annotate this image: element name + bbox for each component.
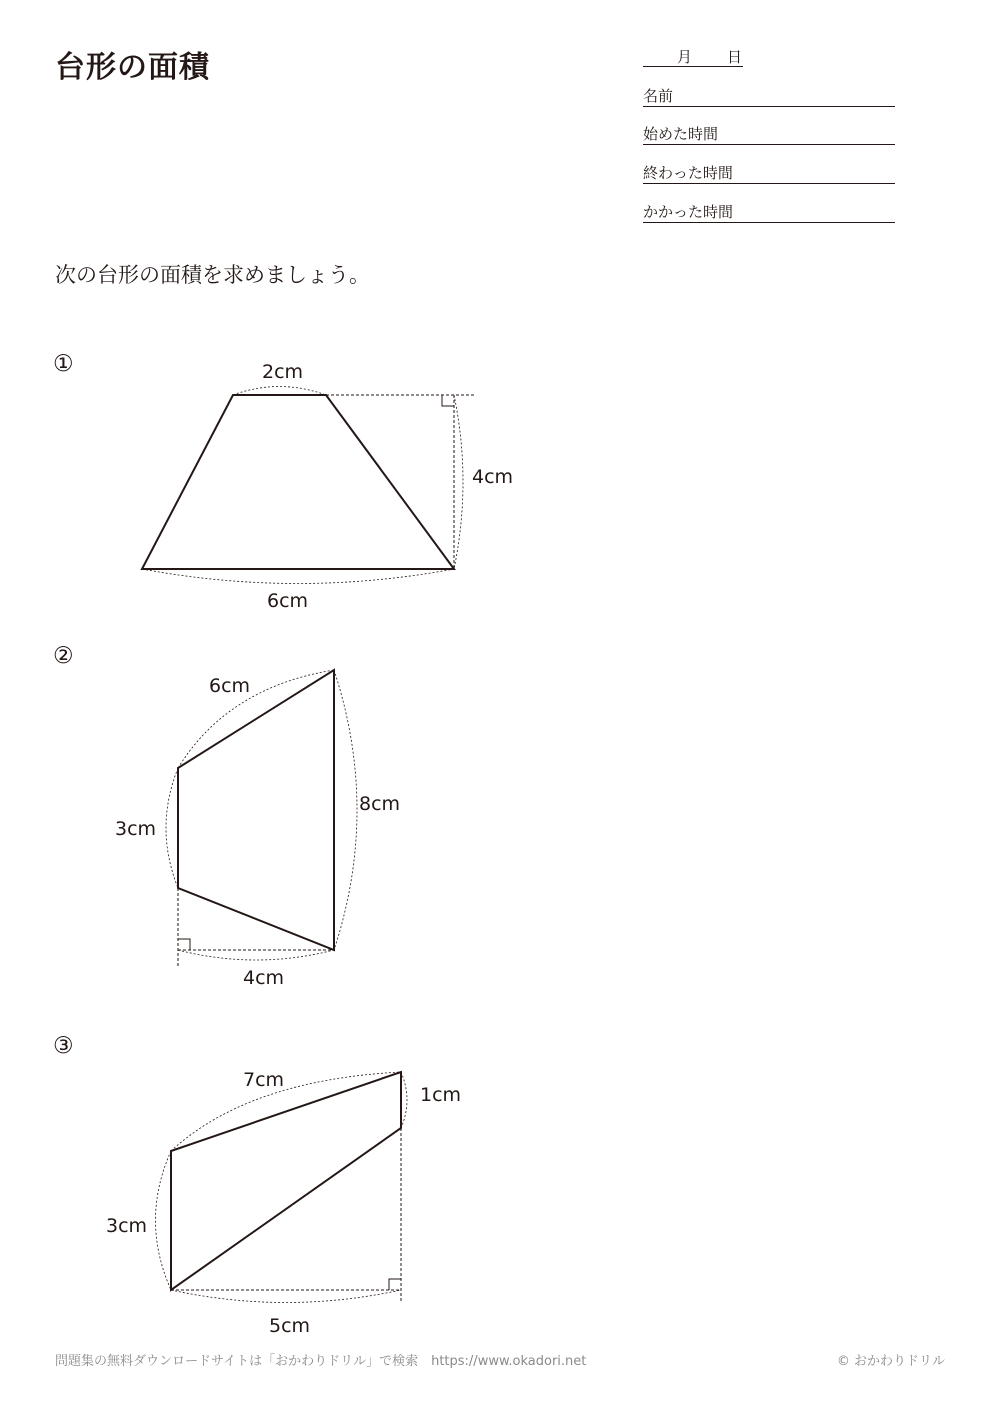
right-angle-mark-2 bbox=[178, 939, 190, 950]
trapezoid-1 bbox=[142, 361, 513, 612]
trapezoid-1-shape bbox=[142, 395, 454, 569]
elapsed-time-label: かかった時間 bbox=[643, 203, 734, 221]
trapezoid-3-shape bbox=[171, 1072, 401, 1290]
brace-2-height bbox=[178, 950, 334, 960]
brace-1-bottom bbox=[142, 569, 454, 584]
label-2-slant: 6cm bbox=[209, 675, 251, 697]
brace-1-top bbox=[233, 387, 326, 396]
label-3-height: 5cm bbox=[269, 1315, 311, 1337]
page-title: 台形の面積 bbox=[55, 50, 210, 85]
label-3-short-side: 1cm bbox=[420, 1084, 462, 1106]
label-3-slant: 7cm bbox=[243, 1069, 285, 1091]
trapezoid-2-shape bbox=[178, 670, 334, 950]
problem-1-number: ① bbox=[53, 351, 74, 377]
label-1-height: 4cm bbox=[472, 466, 514, 488]
label-2-height: 4cm bbox=[243, 967, 285, 989]
label-1-bottom: 6cm bbox=[267, 590, 309, 612]
label-2-long-side: 8cm bbox=[359, 793, 401, 815]
label-2-short-side: 3cm bbox=[115, 818, 157, 840]
brace-3-long-side bbox=[156, 1151, 172, 1290]
end-time-label: 終わった時間 bbox=[643, 164, 733, 182]
start-time-label: 始めた時間 bbox=[643, 125, 719, 143]
problem-3-number: ③ bbox=[53, 1033, 74, 1059]
day-label: 日 bbox=[727, 48, 743, 66]
trapezoid-2 bbox=[115, 670, 400, 989]
instruction-text: 次の台形の面積を求めましょう。 bbox=[55, 263, 370, 287]
brace-2-long-side bbox=[334, 670, 357, 950]
right-angle-mark-3 bbox=[389, 1279, 401, 1290]
month-label: 月 bbox=[677, 48, 693, 66]
label-1-top: 2cm bbox=[262, 361, 304, 383]
footer-copyright: © おかわりドリル bbox=[836, 1354, 945, 1369]
problem-2-number: ② bbox=[53, 643, 74, 669]
name-label: 名前 bbox=[643, 87, 674, 105]
trapezoid-3 bbox=[106, 1069, 461, 1337]
brace-2-short-side bbox=[166, 768, 178, 888]
brace-3-height bbox=[171, 1290, 401, 1303]
label-3-long-side: 3cm bbox=[106, 1215, 148, 1237]
right-angle-mark-1 bbox=[442, 395, 454, 406]
footer-site-info: 問題集の無料ダウンロードサイトは「おかわりドリル」で検索 https://www.okadori.net bbox=[55, 1354, 587, 1369]
brace-1-height bbox=[454, 395, 463, 569]
